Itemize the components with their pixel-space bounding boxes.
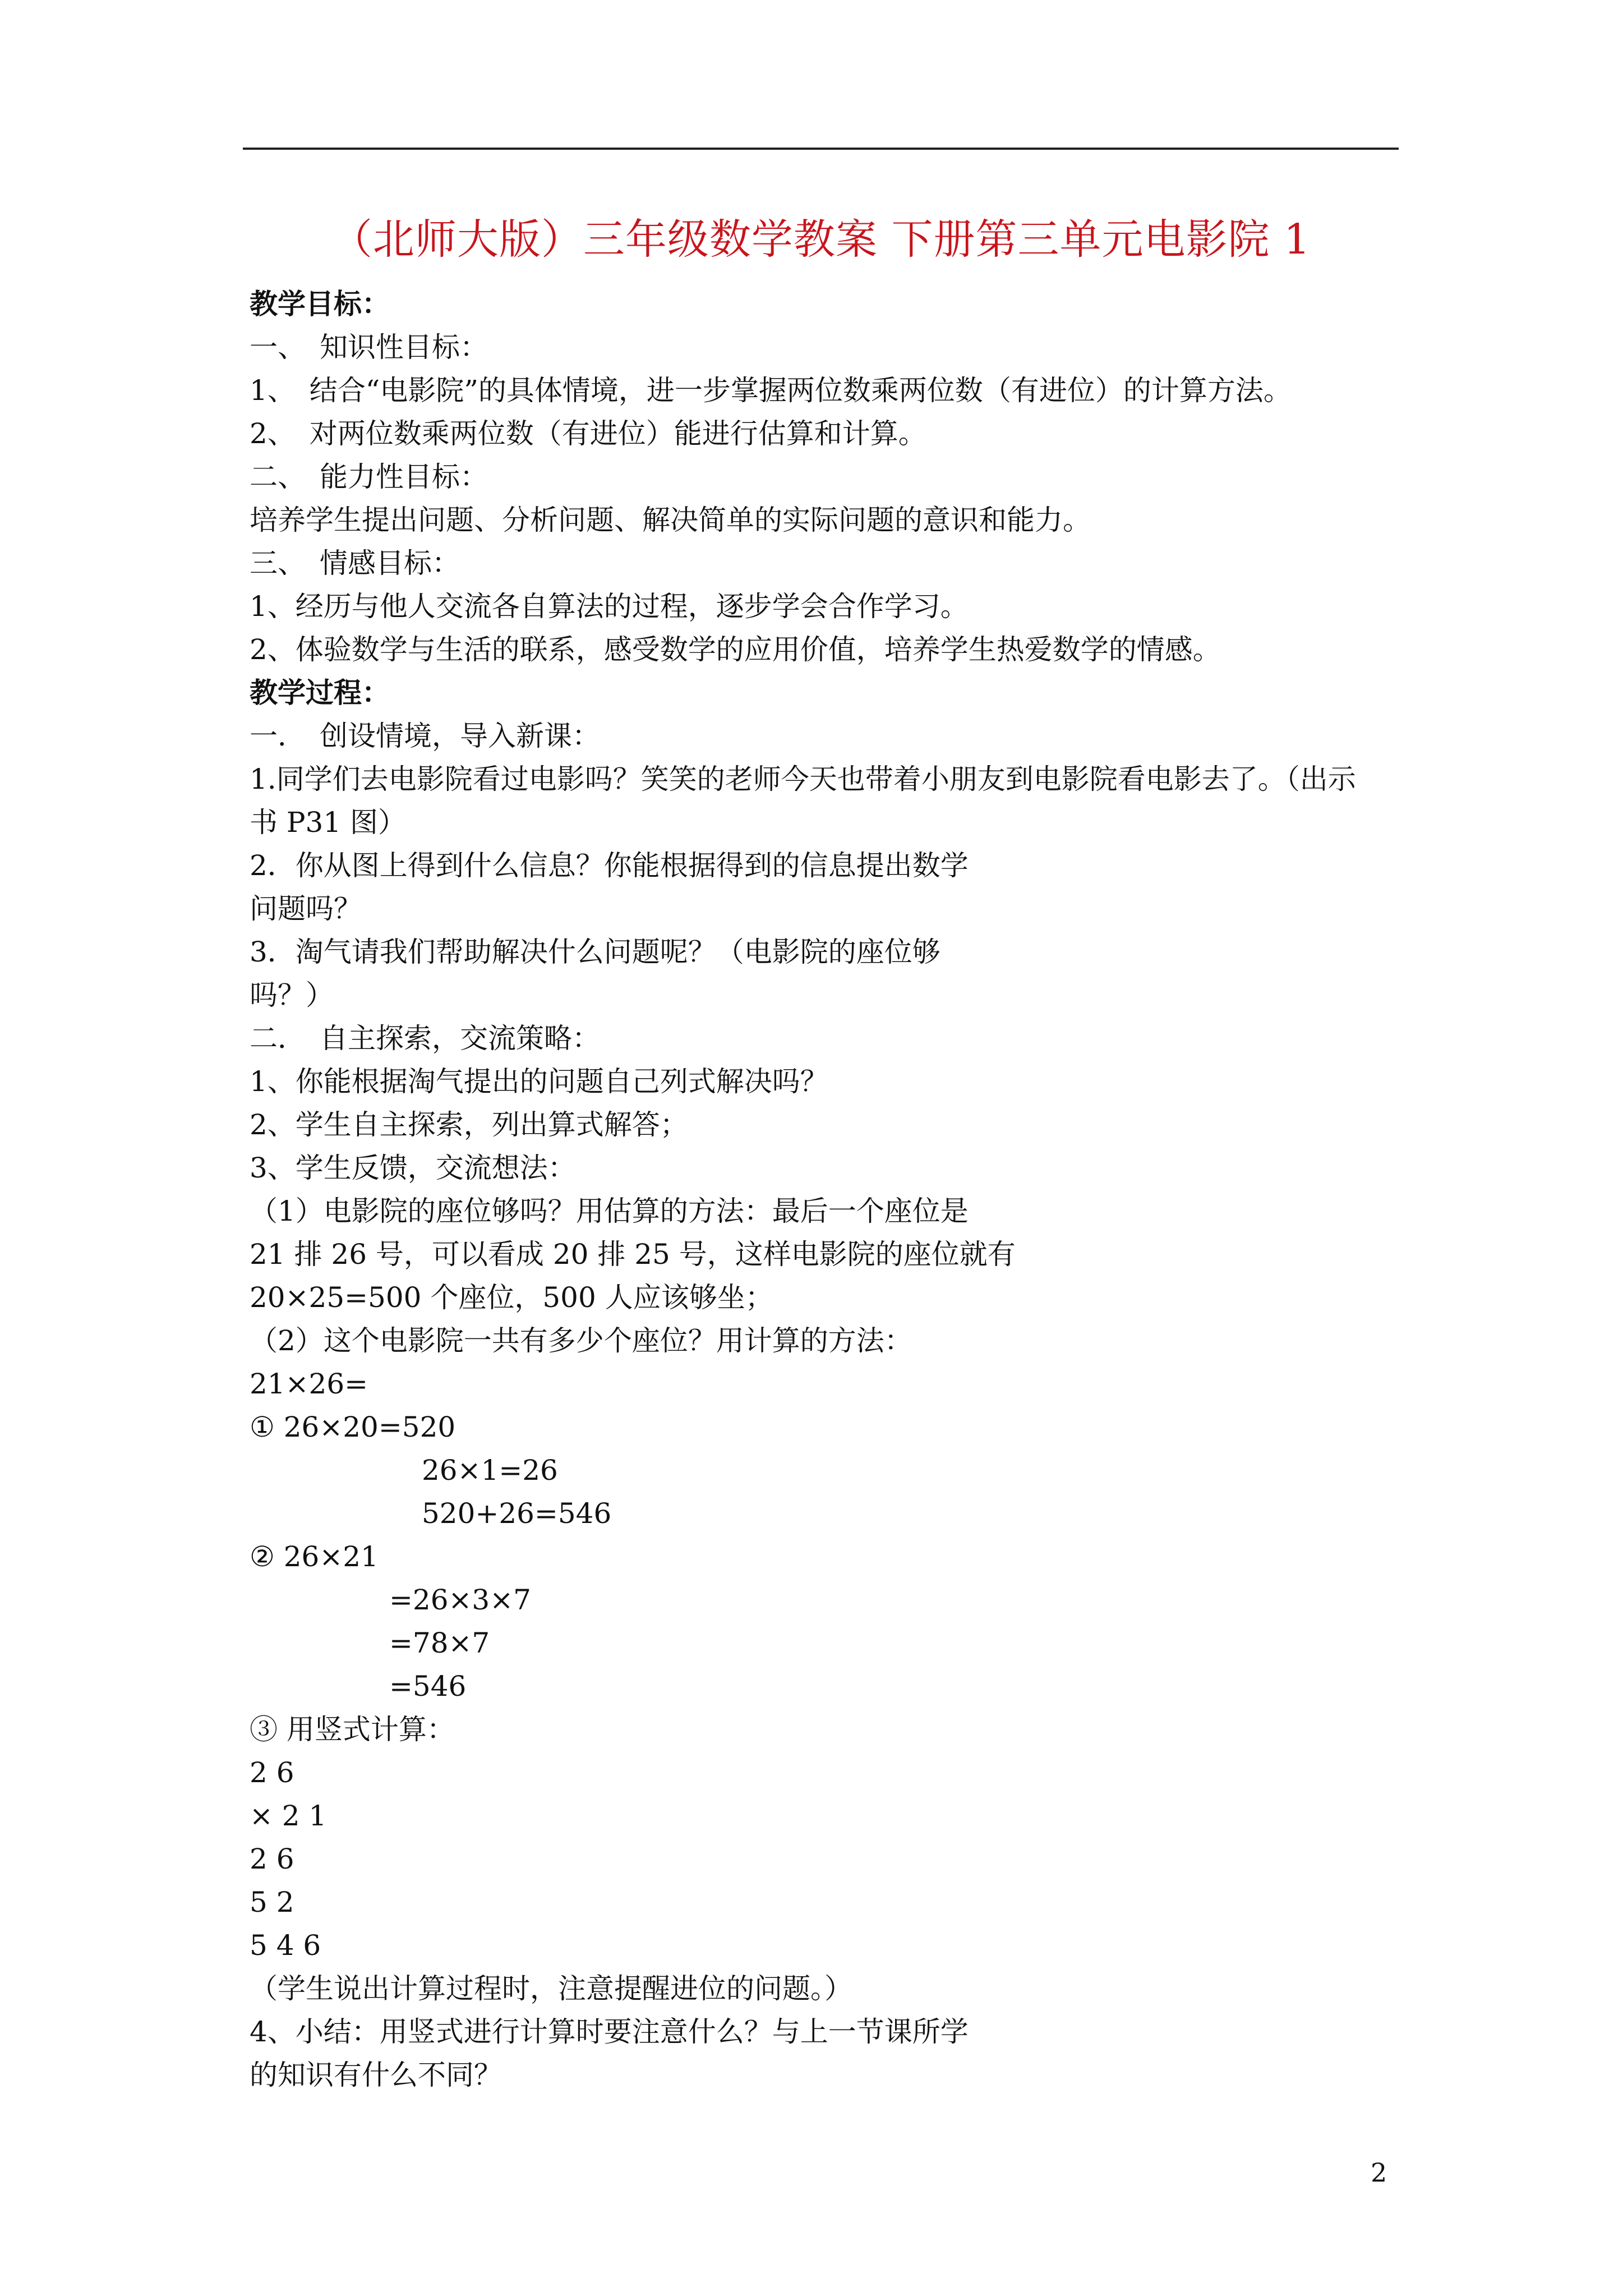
paragraph: 书 P31 图） <box>250 806 407 839</box>
paragraph: 20×25=500 个座位，500 人应该够坐； <box>250 1281 773 1314</box>
equation: 26×1=26 <box>422 1454 558 1487</box>
paragraph: 21 排 26 号，可以看成 20 排 25 号，这样电影院的座位就有 <box>250 1238 1016 1271</box>
paragraph: 3．淘气请我们帮助解决什么问题呢？（电影院的座位够 <box>250 936 940 968</box>
paragraph: 2、体验数学与生活的联系，感受数学的应用价值，培养学生热爱数学的情感。 <box>250 633 1221 666</box>
paragraph: 2、学生自主探索，列出算式解答； <box>250 1108 688 1141</box>
equation: =26×3×7 <box>389 1584 531 1616</box>
paragraph: 1、 结合“电影院”的具体情境，进一步掌握两位数乘两位数（有进位）的计算方法。 <box>250 374 1292 407</box>
vertical-calc-line: 5 4 6 <box>250 1929 321 1962</box>
vertical-calc-line: 2 6 <box>250 1843 294 1875</box>
vertical-calc-line: 5 2 <box>250 1886 294 1918</box>
paragraph: 3、学生反馈，交流想法： <box>250 1152 576 1184</box>
paragraph: 培养学生提出问题、分析问题、解决简单的实际问题的意识和能力。 <box>250 504 1091 536</box>
heading-teaching-goals: 教学目标： <box>250 287 390 320</box>
paragraph: ③ 用竖式计算： <box>250 1713 455 1746</box>
section-explore: 二． 自主探索，交流策略： <box>250 1022 600 1055</box>
vertical-calc-line: × 2 1 <box>250 1800 327 1832</box>
equation: 520+26=546 <box>422 1497 612 1530</box>
paragraph: 4、小结：用竖式进行计算时要注意什么？与上一节课所学 <box>250 2016 969 2048</box>
header-rule <box>243 148 1399 150</box>
paragraph: 2、 对两位数乘两位数（有进位）能进行估算和计算。 <box>250 417 926 450</box>
equation: =78×7 <box>389 1627 490 1659</box>
paragraph: 1、经历与他人交流各自算法的过程，逐步学会合作学习。 <box>250 590 969 623</box>
paragraph: （学生说出计算过程时，注意提醒进位的问题。） <box>250 1972 852 2005</box>
paragraph: 1.同学们去电影院看过电影吗？笑笑的老师今天也带着小朋友到电影院看电影去了。（出示 <box>250 763 1356 795</box>
paragraph: （2）这个电影院一共有多少个座位？用计算的方法： <box>250 1324 912 1357</box>
section-knowledge-goal: 一、 知识性目标： <box>250 331 488 364</box>
vertical-calc-line: 2 6 <box>250 1756 294 1789</box>
equation: ② 26×21 <box>250 1540 379 1573</box>
equation: 21×26= <box>250 1368 368 1400</box>
section-emotion-goal: 三、 情感目标： <box>250 547 460 579</box>
paragraph: 吗？） <box>250 979 334 1011</box>
section-ability-goal: 二、 能力性目标： <box>250 461 488 493</box>
page-number: 2 <box>1371 2157 1387 2188</box>
heading-teaching-process: 教学过程： <box>250 676 390 709</box>
equation: =546 <box>389 1670 467 1703</box>
paragraph: 的知识有什么不同？ <box>250 2059 502 2091</box>
paragraph: 2．你从图上得到什么信息？你能根据得到的信息提出数学 <box>250 849 969 882</box>
equation: ① 26×20=520 <box>250 1411 456 1443</box>
paragraph: 1、你能根据淘气提出的问题自己列式解决吗？ <box>250 1065 828 1098</box>
paragraph: （1）电影院的座位够吗？用估算的方法：最后一个座位是 <box>250 1195 969 1227</box>
paragraph: 问题吗？ <box>250 892 362 925</box>
document-title: （北师大版）三年级数学教案 下册第三单元电影院 1 <box>330 215 1311 264</box>
section-intro: 一． 创设情境，导入新课： <box>250 720 600 752</box>
